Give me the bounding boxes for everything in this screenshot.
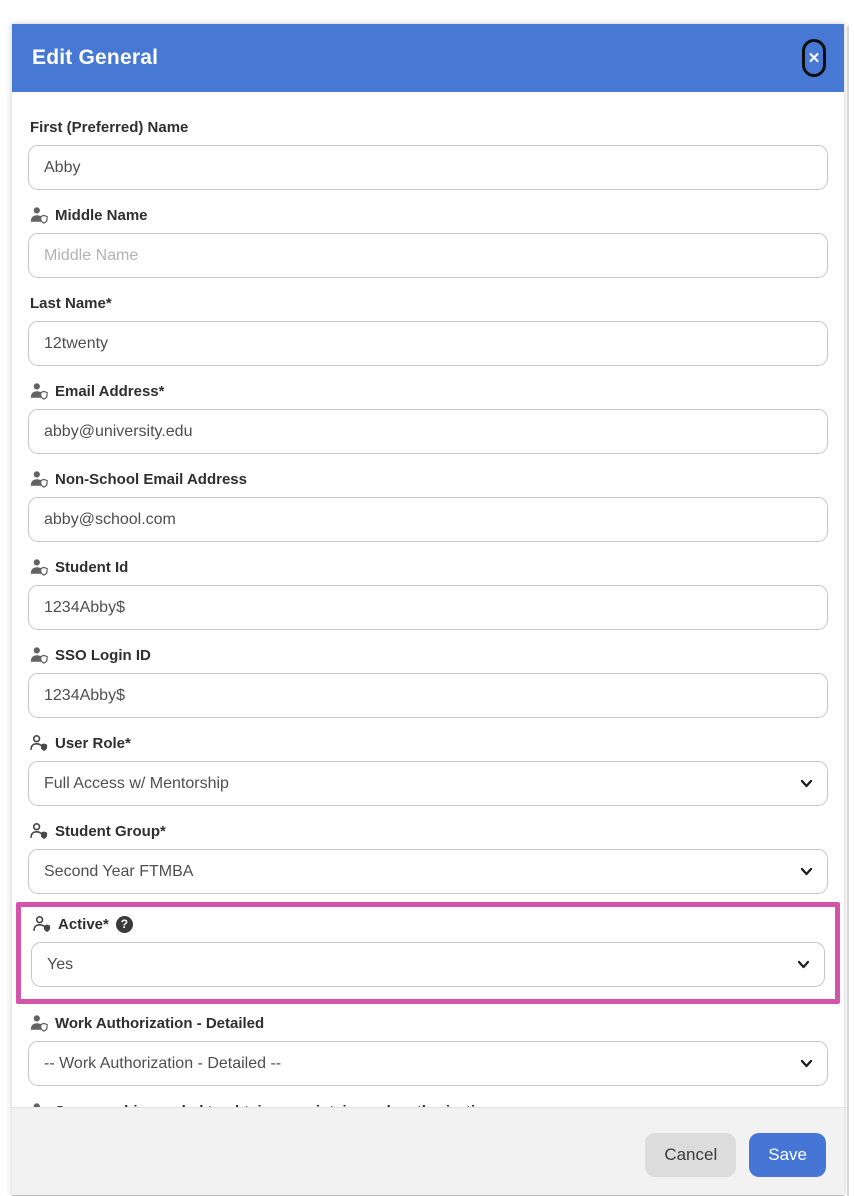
middle-name-input[interactable] [28, 233, 828, 278]
field-label [28, 1014, 828, 1032]
field-label [28, 382, 828, 400]
field-label [28, 206, 828, 224]
chevron-down-icon [799, 1056, 814, 1071]
close-button[interactable] [802, 39, 826, 77]
active-select[interactable] [31, 942, 825, 987]
user-role-select[interactable] [28, 761, 828, 806]
field-group-work-authorization [28, 1014, 828, 1086]
field-group-last-name [28, 294, 828, 366]
email-label: Email Address* [55, 382, 165, 400]
field-label [28, 558, 828, 576]
user-shield-outline-icon [33, 915, 51, 933]
sso-login-id-label: SSO Login ID [55, 646, 151, 664]
field-group-active [16, 902, 840, 1004]
help-icon[interactable]: ? [116, 916, 133, 933]
field-group-non-school-email [28, 470, 828, 542]
user-shield-outline-icon [30, 822, 48, 840]
first-name-label: First (Preferred) Name [30, 118, 189, 136]
user-shield-icon [30, 646, 48, 664]
close-icon: ✕ [807, 49, 821, 67]
non-school-email-input[interactable] [28, 497, 828, 542]
save-button[interactable]: Save [749, 1133, 826, 1177]
user-shield-icon [30, 1014, 48, 1032]
field-label [28, 294, 828, 312]
field-label [28, 734, 828, 752]
field-label [28, 646, 828, 664]
user-shield-icon [30, 470, 48, 488]
student-group-label: Student Group* [55, 822, 166, 840]
work-authorization-select[interactable] [28, 1041, 828, 1086]
work-authorization-label: Work Authorization - Detailed [55, 1014, 265, 1032]
field-group-middle-name [28, 206, 828, 278]
field-group-sso-login-id [28, 646, 828, 718]
user-role-label: User Role* [55, 734, 131, 752]
student-group-value: Second Year FTMBA [44, 862, 194, 880]
work-authorization-value: -- Work Authorization - Detailed -- [44, 1054, 282, 1072]
student-id-label: Student Id [55, 558, 129, 576]
chevron-down-icon [799, 864, 814, 879]
modal-title: Edit General [32, 46, 159, 69]
edit-general-modal [12, 24, 844, 1196]
field-label [28, 118, 828, 136]
chevron-down-icon [796, 957, 811, 972]
field-group-first-name [28, 118, 828, 190]
user-shield-icon [30, 206, 48, 224]
modal-body [12, 92, 844, 1109]
chevron-down-icon [799, 776, 814, 791]
user-shield-icon [30, 382, 48, 400]
field-label [28, 822, 828, 840]
last-name-label: Last Name* [30, 294, 112, 312]
user-shield-outline-icon [30, 734, 48, 752]
field-label [28, 470, 828, 488]
field-group-email [28, 382, 828, 454]
user-shield-icon [30, 558, 48, 576]
field-group-student-id [28, 558, 828, 630]
student-group-select[interactable] [28, 849, 828, 894]
window-edge-line [847, 26, 849, 1196]
first-name-input[interactable] [28, 145, 828, 190]
active-label: Active* [58, 915, 109, 933]
active-value: Yes [47, 955, 74, 973]
email-input[interactable] [28, 409, 828, 454]
user-role-value: Full Access w/ Mentorship [44, 774, 229, 792]
field-group-student-group [28, 822, 828, 894]
last-name-input[interactable] [28, 321, 828, 366]
cancel-button[interactable]: Cancel [645, 1133, 736, 1177]
modal-footer [12, 1107, 844, 1195]
field-group-user-role [28, 734, 828, 806]
student-id-input[interactable] [28, 585, 828, 630]
sso-login-id-input[interactable] [28, 673, 828, 718]
field-label [31, 915, 825, 933]
middle-name-label: Middle Name [55, 206, 148, 224]
modal-header [12, 24, 844, 92]
non-school-email-label: Non-School Email Address [55, 470, 247, 488]
